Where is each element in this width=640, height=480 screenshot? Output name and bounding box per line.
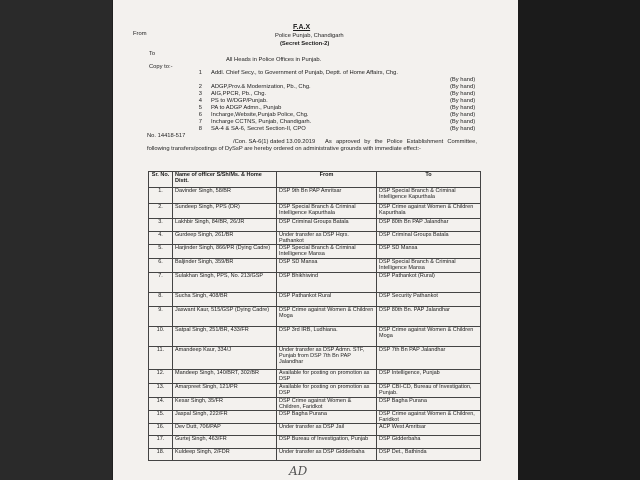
from-label: From — [133, 31, 147, 37]
table-row: 1. Davinder Singh, 58/BR DSP 9th Bn PAP Amritsar DSP Special Branch & Criminal Intelligence Kapurthala — [149, 188, 481, 204]
transfer-table — [148, 171, 481, 461]
table-row: 13. Amarpreet Singh, 121/PR Available for posting on promotion as DSP DSP CBI-CD, Bureau of Investigation, Punjab. — [149, 383, 481, 397]
reference-number: No. 14418-517 — [147, 133, 186, 139]
reference-dated: /Con. SA-6(1) dated 13.09.2019 — [233, 139, 316, 145]
fax-document — [113, 0, 518, 480]
table-row: 2. Sundeep Singh, PPS (DR) DSP Special Branch & Criminal Intelligence Kapurthala DSP Crime against Women & Children Kapurthala — [149, 204, 481, 219]
copy-list: 1 Addl. Chief Secy., to Government of Punjab, Deptt. of Home Affairs, Chg. (By hand) 2 ADGP,Prov.& Modernization, Pb., Chg. (By hand) 3 AIG,PPCR, Pb., Chg. (By hand) 4 PS to W/DGP/Punjab. (By hand) 5 PA to ADGP Admn., Punjab (By hand) 6 Incharge,Website,Punjab Police, Chg. (By hand) 7 Incharge CCTNS, Punjab, Chandigarh. (By hand) 8 SA-4 & SA-6, Secret Section-II, CPO (By hand) — [198, 70, 476, 132]
order-paragraph: As approved by the Police Establishment Committee, following transfers/postings of DySsP are hereby ordered on administrative grounds with immediate effect:- — [147, 139, 477, 152]
header-from: From — [277, 172, 377, 188]
table-header-row — [149, 172, 481, 188]
table-row: 7. Sulakhan Singh, PPS, No. 213/GSP DSP Bhikhiwind DSP Pathankot (Rural) — [149, 272, 481, 292]
header-to: To — [377, 172, 481, 188]
table-row: 9. Jaswant Kaur, 515/GSP (Dying Cadre) DSP Crime against Women & Children Moga DSP 80th Bn. PAP Jalandhar — [149, 306, 481, 326]
table-row: 10. Satpal Singh, 251/BR, 433/FR DSP 3rd IRB, Ludhiana. DSP Crime against Women & Children Moga — [149, 326, 481, 346]
from-line-1: Police Punjab, Chandigarh — [275, 33, 344, 39]
table-row: 6. Baljinder Singh, 359/BR DSP SD Mansa DSP Special Branch & Criminal Intelligence Mansa — [149, 259, 481, 272]
table-row: 5. Harjinder Singh, 866/PR (Dying Cadre) DSP Special Branch & Criminal Intelligence Mansa DSP SD Mansa — [149, 245, 481, 259]
handwritten-mark: AD — [289, 464, 308, 478]
table-row: 8. Sucha Singh, 408/BR DSP Pathankot Rural DSP Security Pathankot — [149, 292, 481, 306]
table-row: 14. Kesar Singh, 35/FR DSP Crime against Women & Children, Faridkot DSP Bagha Purana — [149, 397, 481, 410]
to-label: To — [149, 51, 156, 57]
table-row: 12. Mandeep Singh, 140/BRT, 302/BR Available for posting on promotion as DSP DSP Intelligence, Punjab — [149, 369, 481, 383]
copy-label: Copy to:- — [149, 64, 173, 70]
document-title: F.A.X — [293, 24, 311, 31]
background-left — [0, 0, 112, 480]
table-row: 15. Jaspal Singh, 222/FR DSP Bagha Purana DSP Crime against Women & Children, Faridkot — [149, 410, 481, 423]
table-row: 11. Amandeep Kaur, 334/J Under transfer as DSP Admn. STF, Punjab from DSP 7th Bn PAP Jalandhar DSP 7th Bn PAP Jalandhar — [149, 346, 481, 369]
table-row: 4. Gurdeep Singh, 261/BR Under transfer as DSP Hqrs. Pathankot DSP Criminal Groups Batala — [149, 232, 481, 245]
table-row: 3. Lakhbir Singh, 84/BR, 26/JR DSP Criminal Groups Batala DSP 80th Bn PAP Jalandhar — [149, 219, 481, 232]
header-sr: Sr. No. — [149, 172, 173, 188]
table-row: 18. Kuldeep Singh, 2/FDR Under transfer as DSP Gidderbaha DSP Det., Bathinda — [149, 449, 481, 461]
background-right — [518, 0, 640, 480]
header-name: Name of officer S/Sh/Ms. & Home Distt. — [173, 172, 277, 188]
from-line-2: (Secret Section-2) — [280, 41, 330, 47]
table-row: 17. Gurtej Singh, 463/FR DSP Bureau of Investigation, Punjab DSP Gidderbaha — [149, 436, 481, 449]
to-text: All Heads in Police Offices in Punjab. — [226, 57, 322, 63]
table-row: 16. Dev Dutt, 706/PAP Under transfer as DSP Jail ACP West Amritsar — [149, 424, 481, 436]
